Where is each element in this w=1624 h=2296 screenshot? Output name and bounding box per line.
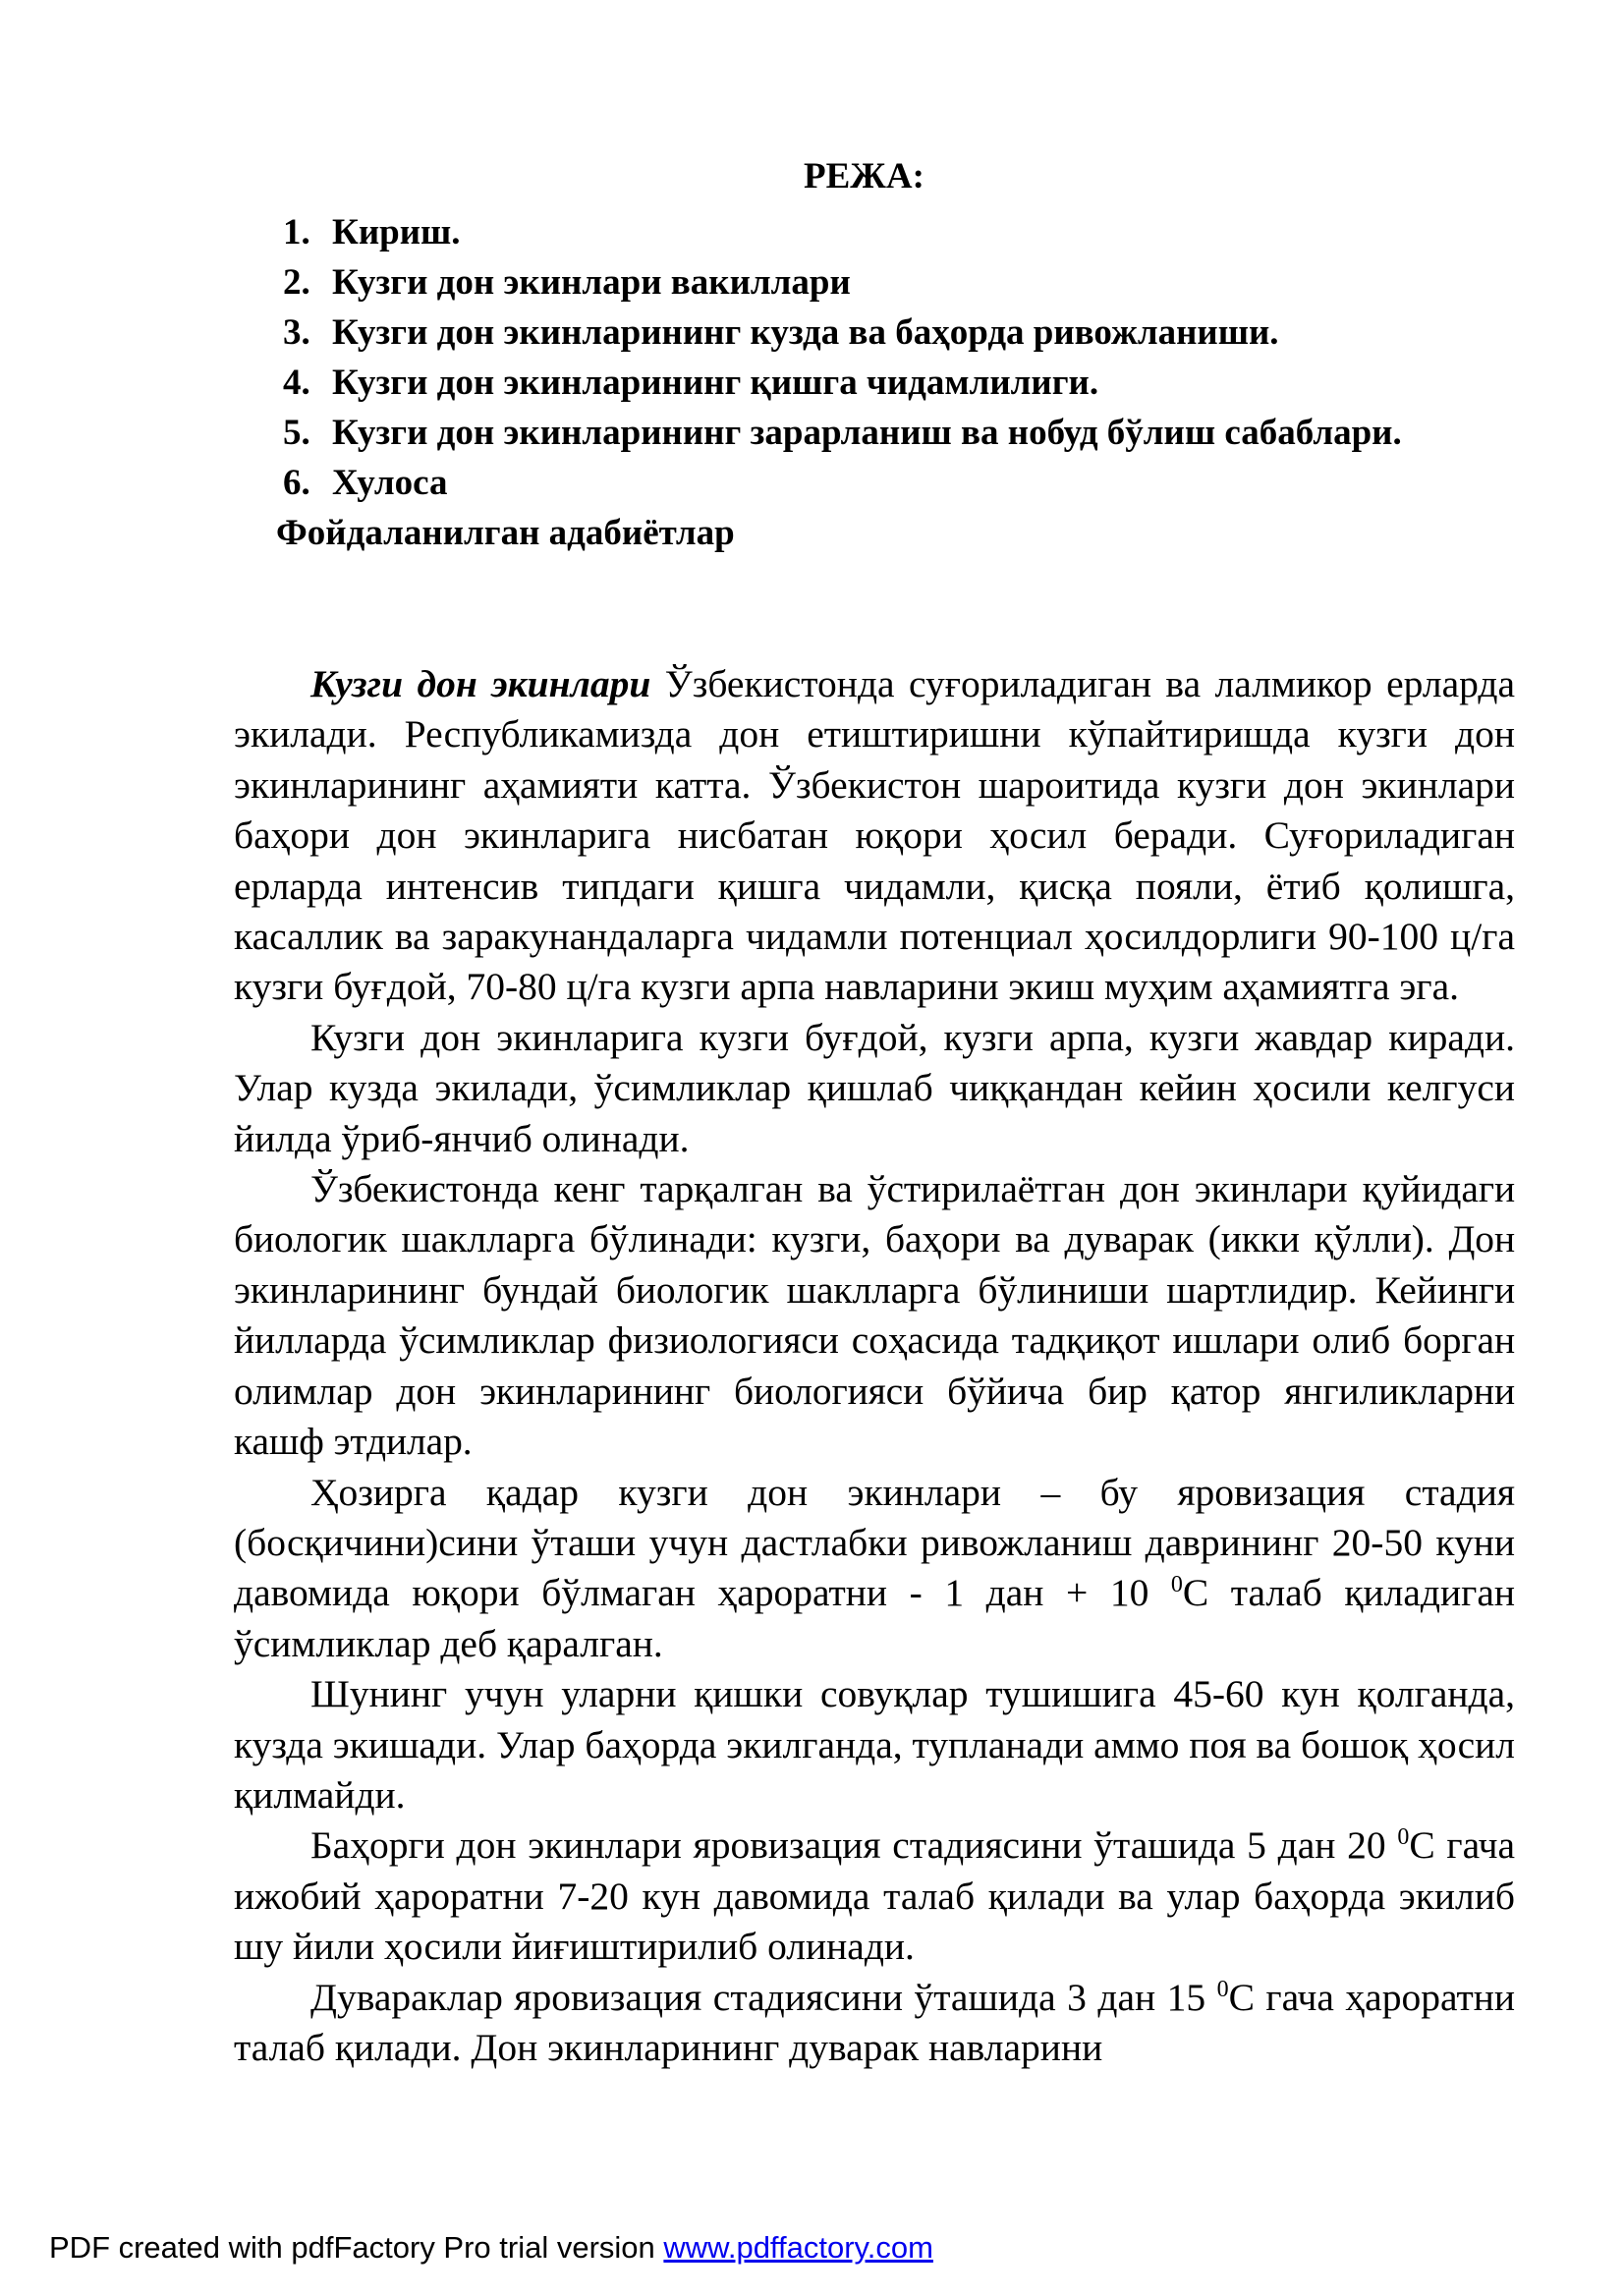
footer-link[interactable]: www.pdffactory.com bbox=[663, 2230, 933, 2265]
outline-item-text: Хулоса bbox=[332, 463, 448, 503]
paragraph-text: С гача ҳароратни талаб қилади. Дон экинларининг дуварак навларини bbox=[234, 1975, 1516, 2069]
paragraph-text: Ўзбекистонда суғориладиган ва лалмикор ерларда экилади. Республикамизда дон етиштиришни кўпайтиришда кузги дон экинларининг аҳамияти катта. Ўзбекистон шароитида кузги дон экинлари баҳори дон экинларига нисбатан юқори ҳосил беради. Суғориладиган ерларда интенсив типдаги қишга чидамли, қисқа пояли, ётиб қолишга, касаллик ва заракунандаларга чидамли потенциал ҳосилдорлиги 90-100 ц/га кузги буғдой, 70-80 ц/га кузги арпа навларини экиш муҳим аҳамиятга эга. bbox=[234, 662, 1515, 1009]
degree-superscript: 0 bbox=[1170, 1572, 1183, 1598]
page-title: РЕЖА: bbox=[804, 156, 924, 196]
outline-item-text: Кузги дон экинларининг қишга чидамлилиги. bbox=[332, 363, 1099, 403]
degree-superscript: 0 bbox=[1397, 1824, 1410, 1851]
paragraph: Кузги дон экинларига кузги буғдой, кузги арпа, кузги жавдар киради. Улар кузда экилади, ўсимликлар қишлаб чиққандан кейин ҳосили келгуси йилда ўриб-янчиб олинади. bbox=[234, 1015, 1515, 1160]
paragraph-text: Баҳорги дон экинлари яровизация стадиясини ўташида 5 дан 20 bbox=[310, 1823, 1398, 1868]
paragraph bbox=[234, 659, 1515, 1013]
outline-item-text: Кузги дон экинларининг зарарланиш ва нобуд бўлиш сабаблари. bbox=[332, 413, 1402, 453]
pdf-footer bbox=[49, 2230, 933, 2266]
paragraph: Ўзбекистонда кенг тарқалган ва ўстирилаётган дон экинлари қуйидаги биологик шаклларга бўлинади: кузги, баҳори ва дуварак (икки қўлли). Дон экинларининг бундай биологик шаклларга бўлиниши шартлидир. Кейинги йилларда ўсимликлар физиологияси соҳасида тадқиқот ишлари олиб борган олимлар дон экинларининг биологияси бўйича бир қатор янгиликларни кашф этдилар. bbox=[234, 1167, 1515, 1464]
outline-list bbox=[276, 207, 1515, 558]
outline-item-number: 5. bbox=[283, 413, 310, 453]
body-text bbox=[234, 659, 1515, 2073]
outline-item-number: 1. bbox=[283, 212, 310, 252]
outline-item bbox=[283, 458, 1515, 508]
outline-item bbox=[283, 358, 1515, 408]
lead-term: Кузги дон экинлари bbox=[310, 662, 651, 705]
paragraph bbox=[234, 1820, 1515, 1972]
outline-item bbox=[283, 207, 1515, 257]
outline-item-text: Кириш. bbox=[332, 212, 461, 252]
paragraph-text: Дувараклар яровизация стадиясини ўташида 3 дан 15 bbox=[310, 1975, 1217, 2019]
outline-item-number: 2. bbox=[283, 262, 310, 303]
paragraph bbox=[234, 1468, 1515, 1670]
paragraph-text: Ҳозирга қадар кузги дон экинлари – бу яровизация стадия (босқичини)сини ўташи учун дастлабки ривожланиш даврининг 20-50 куни давомида юқори бўлмаган ҳароратни - 1 дан + 10 bbox=[234, 1470, 1515, 1615]
outline-item bbox=[283, 257, 1515, 308]
outline-item-number: 4. bbox=[283, 363, 310, 403]
paragraph bbox=[234, 1973, 1515, 2074]
outline-item-number: 3. bbox=[283, 312, 310, 353]
outline-item-number: 6. bbox=[283, 463, 310, 503]
outline-references: Фойдаланилган адабиётлар bbox=[276, 513, 735, 553]
paragraph: Шунинг учун уларни қишки совуқлар тушишига 45-60 кун қолганда, кузда экишади. Улар баҳорда экилганда, тупланади аммо поя ва бошоқ ҳосил қилмайди. bbox=[234, 1672, 1515, 1817]
outline-item-text: Кузги дон экинларининг кузда ва баҳорда ривожланиши. bbox=[332, 312, 1279, 353]
outline-item-text: Кузги дон экинлари вакиллари bbox=[332, 262, 851, 303]
footer-text: PDF created with pdfFactory Pro trial version bbox=[49, 2230, 664, 2265]
paragraph-text: С гача ижобий ҳароратни 7-20 кун давомида талаб қилади ва улар баҳорда экилиб шу йили ҳосили йиғиштирилиб олинади. bbox=[234, 1823, 1515, 1969]
outline-item bbox=[283, 408, 1515, 458]
degree-superscript: 0 bbox=[1216, 1976, 1229, 2002]
paragraph-text: С талаб қиладиган ўсимликлар деб қаралган. bbox=[234, 1571, 1516, 1665]
outline-item bbox=[283, 308, 1515, 358]
